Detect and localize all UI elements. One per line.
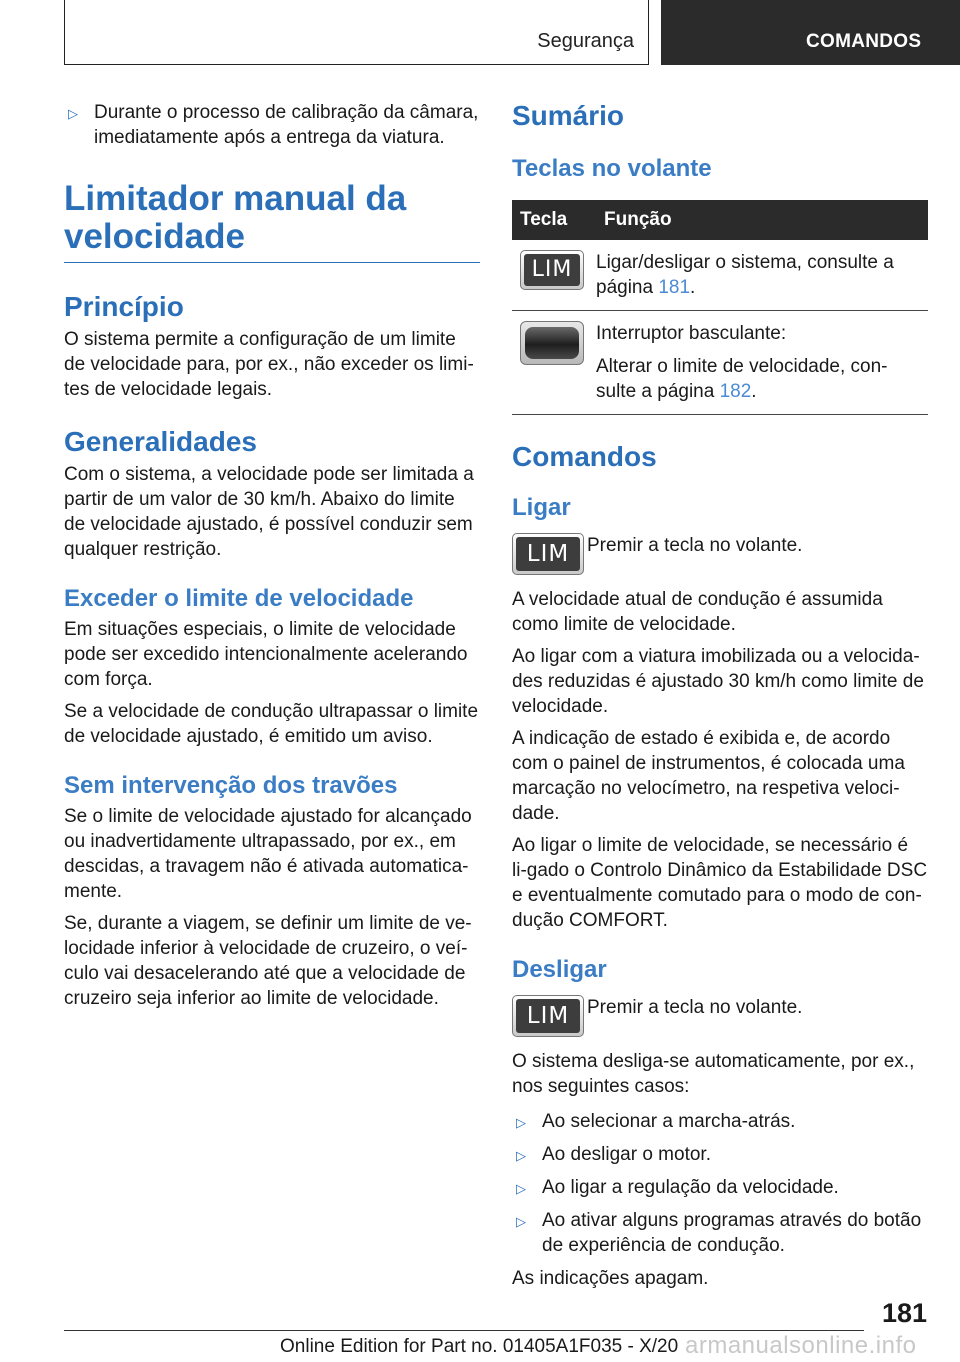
heading-sem-intervencao: Sem intervenção dos travões	[64, 772, 398, 799]
list-item-text: Ao ativar alguns programas através do botão de experiência de condução.	[542, 1210, 922, 1256]
bullet-triangle-icon: ▷	[68, 106, 78, 121]
row1-text: Ligar/desligar o sistema, consulte a página	[596, 252, 894, 298]
exceder-text-1: Em situações especiais, o limite de velocidade pode ser excedido intencionalmente acelerando com força.	[64, 619, 468, 690]
desligar-text-1: O sistema desliga-se automaticamente, por ex., nos seguintes casos:	[512, 1051, 915, 1097]
list-item-text: Ao desligar o motor.	[542, 1144, 711, 1165]
table-row	[512, 240, 928, 311]
rocker-switch-icon	[520, 321, 584, 365]
ligar-instruction	[512, 521, 928, 575]
header-section-box	[64, 0, 649, 65]
list-item-text: Ao ligar a regulação da velocidade.	[542, 1177, 839, 1198]
footer-edition: Online Edition for Part no. 01405A1F035 - X/20	[280, 1336, 679, 1357]
footer-watermark: armanualsonline.info	[685, 1332, 917, 1359]
bullet-triangle-icon: ▷	[516, 1214, 526, 1229]
heading-generalidades: Generalidades	[64, 426, 257, 457]
page-link-182[interactable]: 182	[719, 381, 752, 402]
sem-intervencao-text-2: Se, durante a viagem, se definir um limite de ve-locidade inferior à velocidade de cruzeiro, o veí-culo vai desacelerando até que a velocidade de cruzeiro seja inferior ao limite de velocidade.	[64, 913, 472, 1009]
list-item-text: Ao selecionar a marcha-atrás.	[542, 1111, 796, 1132]
table-cell-text	[596, 311, 928, 415]
list-item	[512, 1208, 928, 1258]
page-number: 181	[882, 1298, 928, 1328]
row2-line1: Interruptor basculante:	[596, 323, 787, 344]
heading-comandos: Comandos	[512, 441, 657, 472]
keys-table	[512, 200, 928, 415]
desligar-text-2: As indicações apagam.	[512, 1268, 709, 1289]
bullet-triangle-icon: ▷	[516, 1181, 526, 1196]
ligar-text-1: A velocidade atual de condução é assumida como limite de velocidade.	[512, 589, 883, 635]
left-column	[64, 100, 480, 1011]
page-title: Limitador manual da velocidade	[64, 180, 480, 263]
heading-principio: Princípio	[64, 291, 184, 322]
exceder-text-2: Se a velocidade de condução ultrapassar o limite de velocidade ajustado, é emitido um aviso.	[64, 701, 479, 747]
lim-button-icon	[512, 995, 584, 1037]
heading-ligar: Ligar	[512, 494, 571, 521]
table-cell-icon	[512, 311, 596, 415]
heading-teclas: Teclas no volante	[512, 155, 712, 182]
table-cell-icon	[512, 240, 596, 311]
ligar-text-2: Ao ligar com a viatura imobilizada ou a velocida-des reduzidas é ajustado 30 km/h como limite de velocidade.	[512, 646, 924, 717]
table-cell-text	[596, 240, 928, 311]
row2-end: .	[751, 381, 757, 402]
desligar-instruction	[512, 983, 928, 1037]
list-item	[512, 1109, 928, 1134]
row2-text: Alterar o limite de velocidade, con-sulte a página	[596, 356, 888, 402]
sem-intervencao-text-1: Se o limite de velocidade ajustado for alcançado ou inadvertidamente ultrapassado, por ex., em descidas, a travagem não é ativada automatica-mente.	[64, 806, 472, 902]
list-item	[512, 1142, 928, 1167]
principio-text: O sistema permite a configuração de um limite de velocidade para, por ex., não exceder os limi-tes de velocidade legais.	[64, 329, 474, 400]
lim-button-icon	[520, 250, 584, 290]
lim-button-label: LIM	[516, 999, 580, 1033]
list-item	[512, 1175, 928, 1200]
ligar-action: Premir a tecla no volante.	[587, 535, 803, 556]
ligar-text-3: A indicação de estado é exibida e, de acordo com o painel de instrumentos, é colocada uma marcação no velocímetro, na respetiva veloci-dade.	[512, 728, 905, 824]
table-row	[512, 311, 928, 415]
footer-divider	[64, 1330, 864, 1331]
keys-table-header	[512, 200, 928, 240]
row1-end: .	[690, 277, 696, 298]
bullet-triangle-icon: ▷	[516, 1115, 526, 1130]
lim-button-icon	[512, 533, 584, 575]
header-section-title: Segurança	[537, 30, 634, 52]
heading-exceder: Exceder o limite de velocidade	[64, 585, 414, 612]
intro-bullet-text: Durante o processo de calibração da câmara, imediatamente após a entrega da viatura.	[94, 102, 479, 148]
generalidades-text: Com o sistema, a velocidade pode ser limitada a partir de um valor de 30 km/h. Abaixo do limite de velocidade ajustado, é possível conduzir sem qualquer restrição.	[64, 464, 474, 560]
page-link-181[interactable]: 181	[658, 277, 691, 298]
bullet-triangle-icon: ▷	[516, 1148, 526, 1163]
col-tecla: Tecla	[520, 209, 568, 230]
heading-sumario: Sumário	[512, 100, 625, 131]
desligar-action: Premir a tecla no volante.	[587, 997, 803, 1018]
ligar-text-4: Ao ligar o limite de velocidade, se necessário é li-gado o Controlo Dinâmico da Estabilidade DSC e eventualmente comutado para o modo de con-dução COMFORT.	[512, 835, 928, 931]
col-funcao: Função	[604, 209, 672, 230]
intro-bullet	[64, 100, 480, 150]
right-column	[512, 100, 928, 1291]
lim-button-label: LIM	[516, 537, 580, 571]
header-chapter-title: COMANDOS	[806, 31, 922, 52]
heading-desligar: Desligar	[512, 956, 607, 983]
lim-button-label: LIM	[524, 254, 580, 286]
